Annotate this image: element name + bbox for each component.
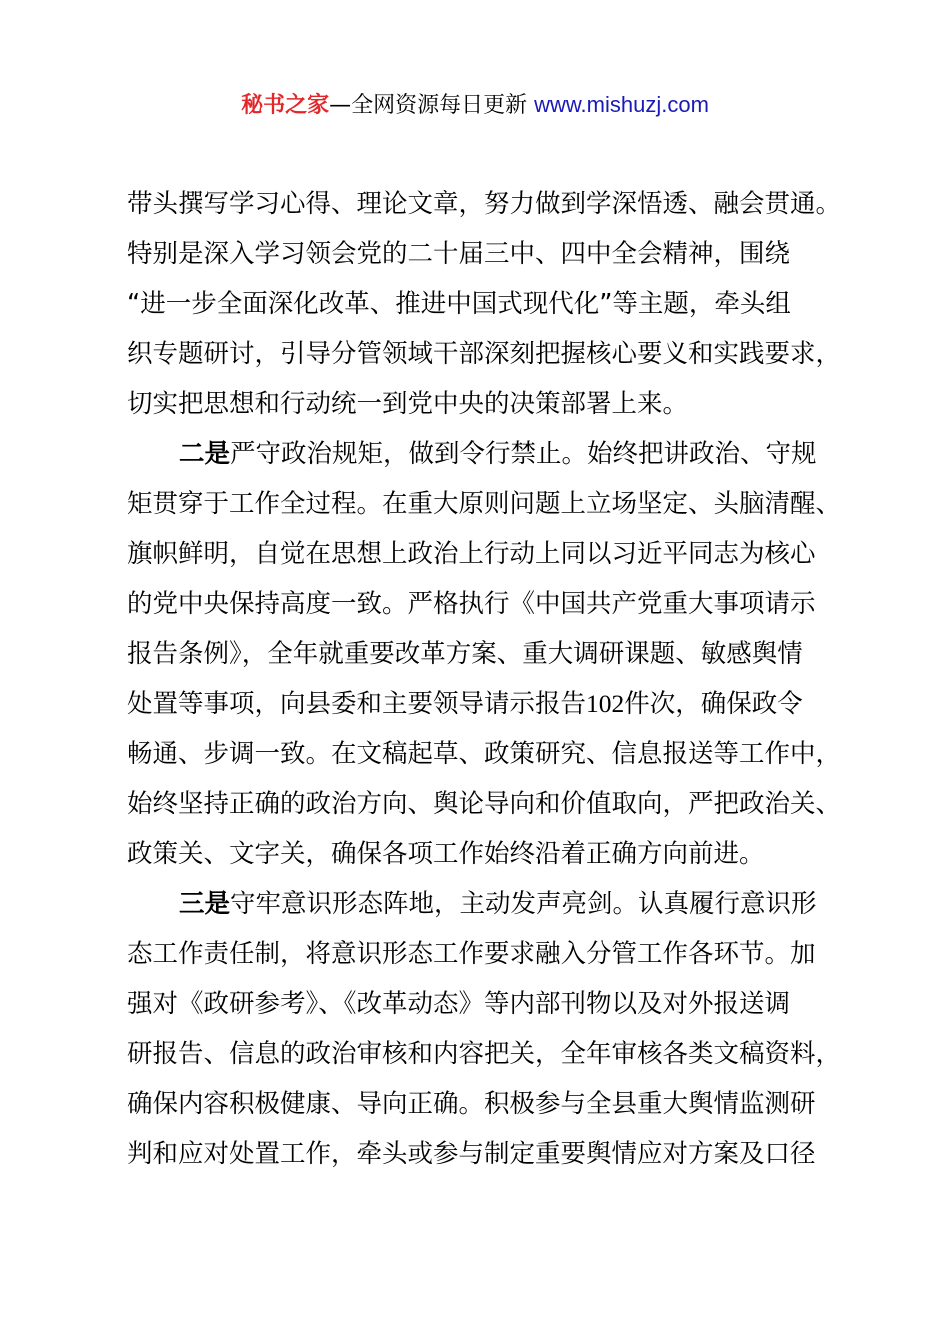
text-line: 判和应对处置工作，牵头或参与制定重要舆情应对方案及口径 [127,1139,816,1169]
text-line: 的党中央保持高度一致。严格执行《中国共产党重大事项请示 [127,589,816,619]
paragraph-lead: 三是 [179,889,231,919]
line-text-before: 处置等事项，向县委和主要领导请示报告 [127,689,587,719]
website-link[interactable]: www.mishuzj.com [534,92,709,117]
paragraph-start-line [127,429,839,479]
text-line: 始终坚持正确的政治方向、舆论导向和价值取向，严把政治关、 [127,789,842,819]
text-line: 强对《政研参考》、《改革动态》等内部刊物以及对外报送调 [127,989,791,1019]
text-line: 矩贯穿于工作全过程。在重大原则问题上立场坚定、头脑清醒、 [127,489,842,519]
text-line: 确保内容积极健康、导向正确。积极参与全县重大舆情监测研 [127,1089,816,1119]
text-line: 政策关、文字关，确保各项工作始终沿着正确方向前进。 [127,839,765,869]
header-tagline: —全网资源每日更新 [329,93,535,118]
text-line: 切实把思想和行动统一到党中央的决策部署上来。 [127,389,689,419]
text-line: 态工作责任制，将意识形态工作要求融入分管工作各环节。加 [127,939,816,969]
paragraph-lead: 二是 [179,439,231,469]
text-line: 报告条例》，全年就重要改革方案、重大调研课题、敏感舆情 [127,639,803,669]
text-line: 特别是深入学习领会党的二十届三中、四中全会精神，围绕 [127,239,791,269]
text-line: 研报告、信息的政治审核和内容把关，全年审核各类文稿资料， [127,1039,842,1069]
text-line-with-number [127,679,839,729]
report-count: 102 [586,689,625,718]
text-line: “进一步全面深化改革、推进中国式现代化”等主题，牵头组 [127,289,791,319]
text-line: 带头撰写学习心得、理论文章，努力做到学深悟透、融会贯通。 [127,189,842,219]
text-line: 旗帜鲜明，自觉在思想上政治上行动上同以习近平同志为核心 [127,539,816,569]
brand-name: 秘书之家 [241,93,330,118]
text-line: 织专题研讨，引导分管领域干部深刻把握核心要义和实践要求， [127,339,842,369]
body-text [127,179,842,1179]
line-text-after: 件次，确保政令 [624,689,803,719]
paragraph-start-line [127,879,839,929]
paragraph-text: 守牢意识形态阵地，主动发声亮剑。认真履行意识形 [230,889,817,919]
paragraph-text: 严守政治规矩，做到令行禁止。始终把讲政治、守规 [230,439,817,469]
page-header [0,88,950,123]
text-line: 畅通、步调一致。在文稿起草、政策研究、信息报送等工作中， [127,739,842,769]
